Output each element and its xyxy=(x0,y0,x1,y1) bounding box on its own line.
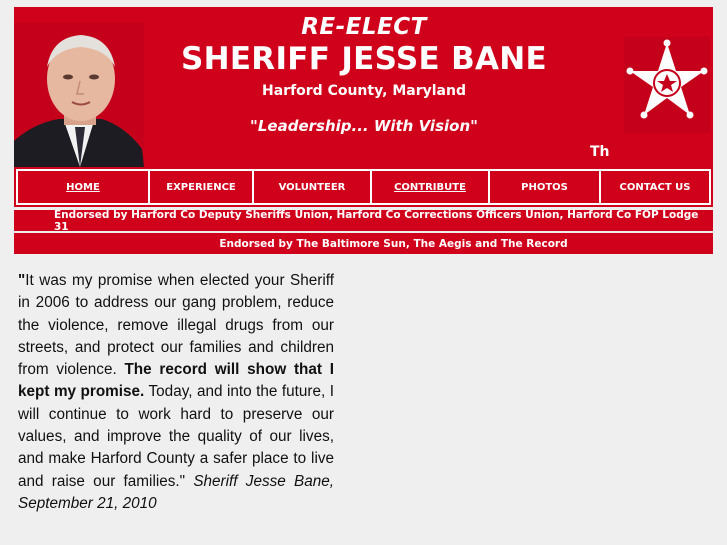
sheriff-star-badge-icon xyxy=(624,37,710,133)
quote-text-part2: Today, and into the future, I will continue to work hard to preserve our values, and improve the quality of our lives, and make Harford County a safer place to live and raise our families." xyxy=(18,383,334,490)
quote-bold-statement: The record will show that I kept my promise. xyxy=(18,361,334,401)
campaign-quote xyxy=(18,270,334,515)
candidate-name: SHERIFF JESSE BANE xyxy=(180,41,548,77)
reelect-heading: RE-ELECT xyxy=(301,14,427,40)
quote-attribution: Sheriff Jesse Bane, September 21, 2010 xyxy=(18,472,334,512)
nav-home[interactable]: HOME xyxy=(18,171,150,203)
header-banner xyxy=(14,7,713,167)
endorsement-unions: Endorsed by Harford Co Deputy Sheriffs Union, Harford Co Corrections Officers Union, Harford Co FOP Lodge 31 xyxy=(14,210,713,231)
scrolling-marquee: Th xyxy=(590,144,610,160)
candidate-portrait xyxy=(14,23,144,167)
main-nav xyxy=(14,167,713,207)
endorsement-newspapers: Endorsed by The Baltimore Sun, The Aegis and The Record xyxy=(14,233,713,254)
nav-photos[interactable]: PHOTOS xyxy=(490,171,601,203)
quote-text-part1: It was my promise when elected your Sheriff in 2006 to address our gang problem, reduce the violence, remove illegal drugs from our streets, and protect our families and children from violence. xyxy=(18,272,334,379)
nav-contribute[interactable]: CONTRIBUTE xyxy=(372,171,490,203)
nav-volunteer[interactable]: VOLUNTEER xyxy=(254,171,372,203)
campaign-slogan: "Leadership... With Vision" xyxy=(250,117,478,135)
nav-experience[interactable]: EXPERIENCE xyxy=(150,171,254,203)
county-label: Harford County, Maryland xyxy=(262,83,466,99)
quote-open-mark: " xyxy=(18,272,26,289)
nav-contact-us[interactable]: CONTACT US xyxy=(601,171,709,203)
